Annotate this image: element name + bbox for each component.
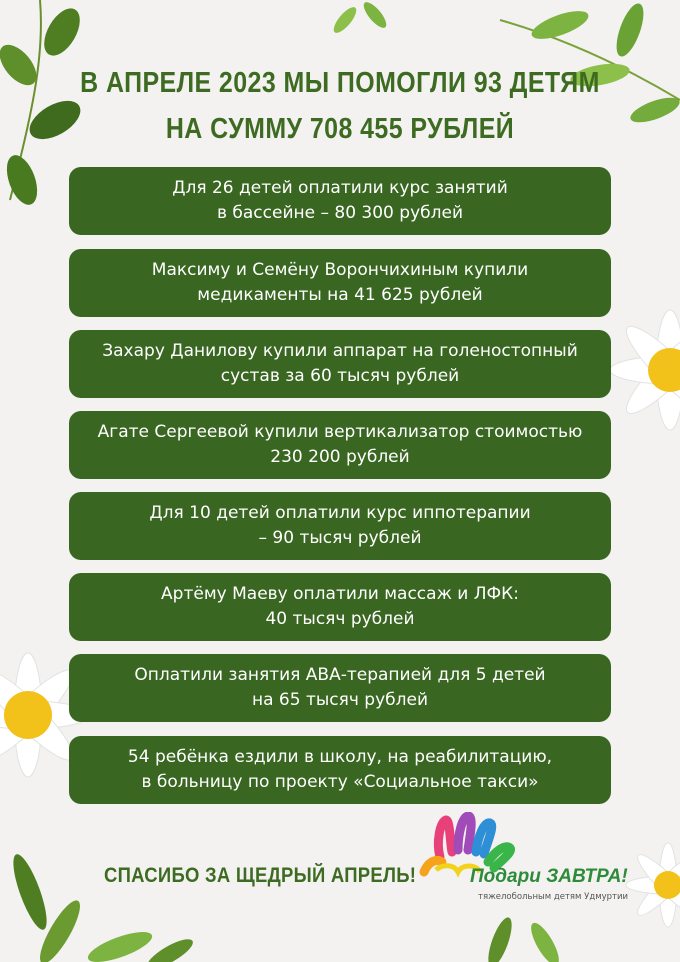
list-item: Артёму Маеву оплатили массаж и ЛФК: 40 тысяч рублей (69, 573, 611, 641)
list-item: Агате Сергеевой купили вертикализатор стоимостью 230 200 рублей (69, 411, 611, 479)
title-line-1: В АПРЕЛЕ 2023 МЫ ПОМОГЛИ 93 ДЕТЯМ (80, 67, 600, 99)
list-item: Оплатили занятия АВА-терапией для 5 детей на 65 тысяч рублей (69, 654, 611, 722)
title-line-2: НА СУММУ 708 455 РУБЛЕЙ (165, 113, 515, 145)
logo-name: Подари ЗАВТРА! (470, 866, 628, 887)
list-item: Максиму и Семёну Ворончихиным купили медикаменты на 41 625 рублей (69, 249, 611, 317)
list-item: 54 ребёнка ездили в школу, на реабилитацию, в больницу по проекту «Социальное такси» (69, 736, 611, 804)
logo-tagline: тяжелобольным детям Удмуртии (478, 892, 629, 902)
thanks-text: СПАСИБО ЗА ЩЕДРЫЙ АПРЕЛЬ! (104, 864, 417, 887)
list-item: Для 26 детей оплатили курс занятий в бассейне – 80 300 рублей (69, 167, 611, 235)
list-item: Захару Данилову купили аппарат на голеностопный сустав за 60 тысяч рублей (69, 330, 611, 398)
list-item: Для 10 детей оплатили курс иппотерапии – 90 тысяч рублей (69, 492, 611, 560)
